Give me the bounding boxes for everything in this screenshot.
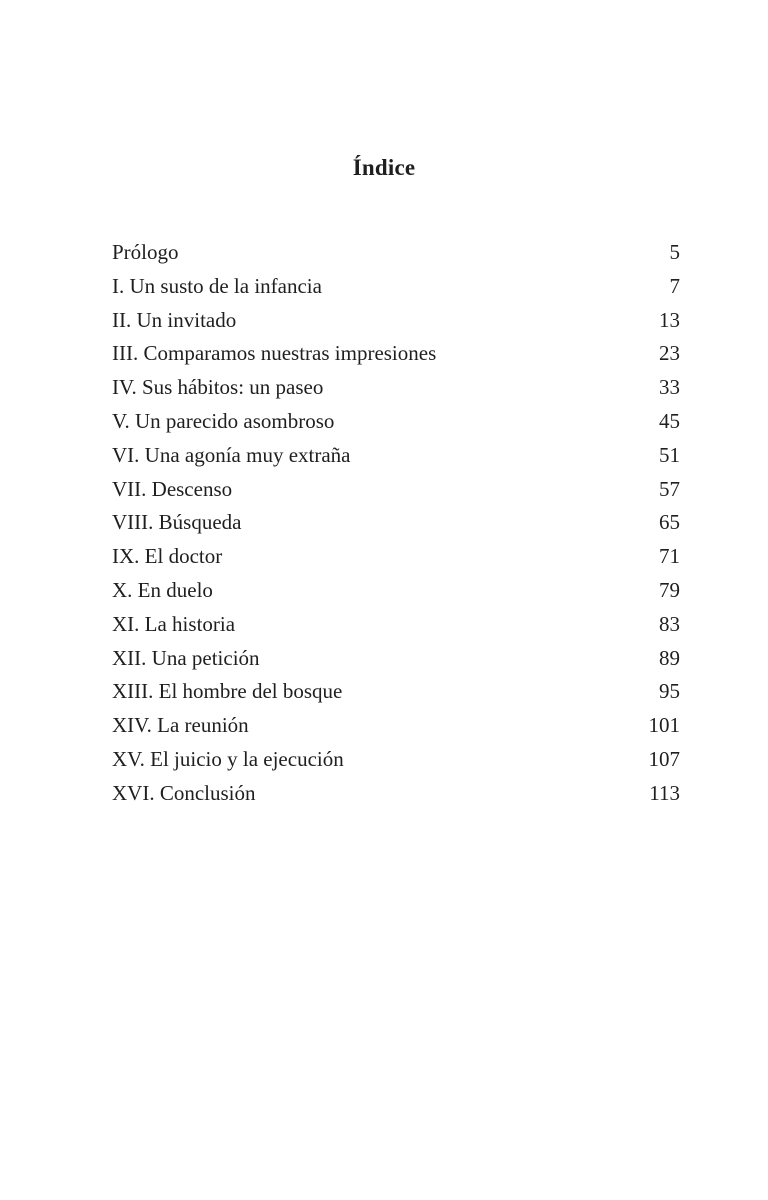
toc-entry-page: 33	[659, 375, 680, 400]
page-title: Índice	[352, 155, 416, 181]
toc-entry-page: 23	[659, 341, 680, 366]
toc-entry-page: 89	[659, 645, 680, 670]
toc-entry-page: 71	[659, 544, 680, 569]
toc-entry-label: V. Un parecido asombroso	[112, 408, 335, 433]
toc-entry-label: XIII. El hombre del bosque	[112, 679, 343, 704]
toc-entry-page: 5	[669, 240, 680, 264]
toc-entry-label: III. Comparamos nuestras impresiones	[112, 341, 437, 366]
toc-entry	[112, 304, 680, 338]
toc-entry-label: VIII. Búsqueda	[112, 510, 242, 535]
toc-entry-label: IV. Sus hábitos: un paseo	[112, 375, 324, 400]
toc-entry-label: IX. El doctor	[112, 544, 223, 569]
toc-entry	[112, 439, 680, 473]
toc-entry	[112, 675, 680, 709]
toc-entry	[112, 642, 680, 676]
toc-entry-page: 95	[659, 679, 680, 704]
toc-entry-page: 101	[648, 713, 680, 738]
toc-entry	[112, 405, 680, 439]
toc-entry-label: XI. La historia	[112, 611, 236, 636]
toc-entry	[112, 236, 680, 270]
toc-entry-label: VI. Una agonía muy extraña	[112, 442, 351, 467]
toc-entry-label: XV. El juicio y la ejecución	[112, 746, 344, 771]
toc-entry-page: 107	[648, 746, 680, 771]
toc-entry	[112, 540, 680, 574]
toc-entry-page: 113	[649, 780, 680, 805]
toc-entry-page: 51	[659, 442, 680, 467]
toc-entry	[112, 473, 680, 507]
toc-entry	[112, 777, 680, 811]
toc-entry-label: XIV. La reunión	[112, 713, 249, 738]
toc-entry	[112, 574, 680, 608]
toc-entry-label: I. Un susto de la infancia	[112, 273, 322, 298]
toc-entry-page: 79	[659, 577, 680, 602]
toc-entry	[112, 608, 680, 642]
toc-entry	[112, 506, 680, 540]
toc-entry-page: 13	[659, 307, 680, 332]
toc-entry	[112, 743, 680, 777]
toc-entry-label: XVI. Conclusión	[112, 780, 256, 805]
toc-entry	[112, 270, 680, 304]
toc-entry-label: VII. Descenso	[112, 476, 233, 501]
toc-entry-page: 45	[659, 408, 680, 433]
toc-entry	[112, 371, 680, 405]
toc-entry-label: X. En duelo	[112, 577, 213, 602]
toc-entry-label: II. Un invitado	[112, 307, 237, 332]
toc-entry	[112, 709, 680, 743]
table-of-contents	[112, 236, 680, 811]
toc-entry-page: 83	[659, 611, 680, 636]
toc-entry	[112, 337, 680, 371]
toc-entry-label: Prólogo	[112, 240, 179, 264]
toc-entry-label: XII. Una petición	[112, 645, 260, 670]
toc-entry-page: 65	[659, 510, 680, 535]
toc-entry-page: 57	[659, 476, 680, 501]
toc-entry-page: 7	[669, 273, 680, 298]
